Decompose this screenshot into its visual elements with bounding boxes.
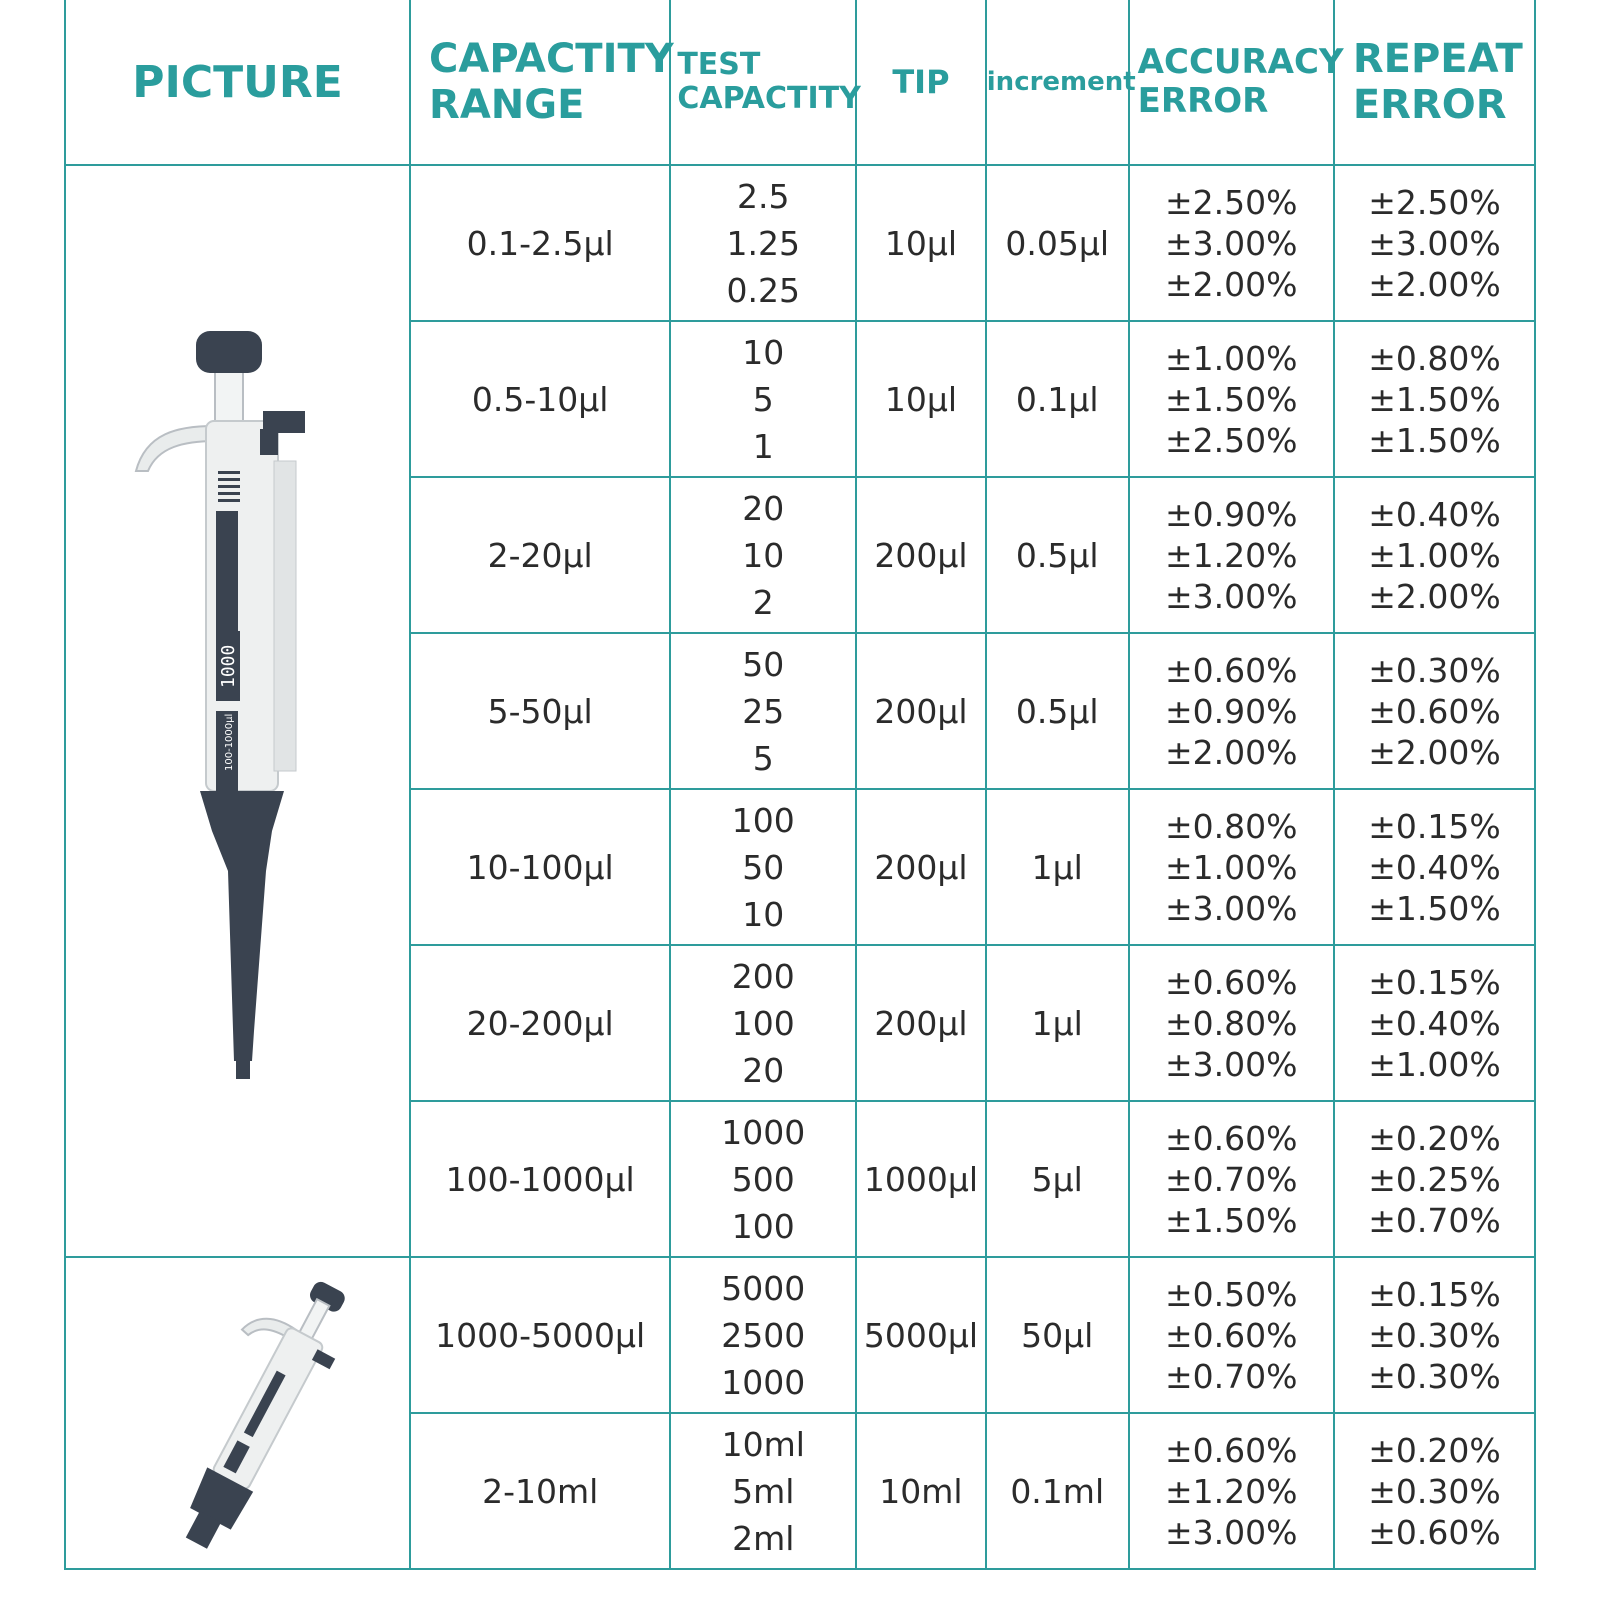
- accuracy-error-cell: ±1.00% ±1.50% ±2.50%: [1129, 321, 1334, 477]
- accuracy-error-cell: ±2.50% ±3.00% ±2.00%: [1129, 165, 1334, 321]
- repeat-error-cell: ±0.20% ±0.25% ±0.70%: [1334, 1101, 1535, 1257]
- test-capacity-cell: 200 100 20: [670, 945, 856, 1101]
- repeat-error-cell: ±0.80% ±1.50% ±1.50%: [1334, 321, 1535, 477]
- pipette-display-text: 1000: [217, 644, 239, 688]
- single-channel-pipette-image: [88, 171, 388, 1251]
- test-capacity-cell: 20 10 2: [670, 477, 856, 633]
- header-tip: TIP: [856, 0, 986, 165]
- increment-cell: 0.1ml: [986, 1413, 1129, 1569]
- increment-cell: 5μl: [986, 1101, 1129, 1257]
- header-increment: increment: [986, 0, 1129, 165]
- increment-cell: 0.1μl: [986, 321, 1129, 477]
- pipette-model-label: 100-1000μl: [223, 713, 235, 771]
- repeat-error-cell: ±0.20% ±0.30% ±0.60%: [1334, 1413, 1535, 1569]
- header-repeat-error: REPEAT ERROR: [1334, 0, 1535, 165]
- large-volume-pipette-image: [88, 1258, 388, 1568]
- accuracy-error-cell: ±0.60% ±0.80% ±3.00%: [1129, 945, 1334, 1101]
- pipette-spec-table: [64, 0, 1536, 1570]
- repeat-error-cell: ±0.15% ±0.30% ±0.30%: [1334, 1257, 1535, 1413]
- tip-cell: 1000μl: [856, 1101, 986, 1257]
- repeat-error-cell: ±2.50% ±3.00% ±2.00%: [1334, 165, 1535, 321]
- capacity-range-cell: 10-100μl: [410, 789, 670, 945]
- increment-cell: 1μl: [986, 945, 1129, 1101]
- header-accuracy-error: ACCURACY ERROR: [1129, 0, 1334, 165]
- tip-cell: 10ml: [856, 1413, 986, 1569]
- capacity-range-cell: 20-200μl: [410, 945, 670, 1101]
- test-capacity-cell: 10ml 5ml 2ml: [670, 1413, 856, 1569]
- tip-cell: 200μl: [856, 945, 986, 1101]
- test-capacity-cell: 5000 2500 1000: [670, 1257, 856, 1413]
- repeat-error-cell: ±0.15% ±0.40% ±1.50%: [1334, 789, 1535, 945]
- header-row: [65, 0, 1535, 165]
- test-capacity-cell: 100 50 10: [670, 789, 856, 945]
- tip-cell: 200μl: [856, 477, 986, 633]
- increment-cell: 0.5μl: [986, 477, 1129, 633]
- header-picture: PICTURE: [65, 0, 410, 165]
- test-capacity-cell: 1000 500 100: [670, 1101, 856, 1257]
- capacity-range-cell: 2-20μl: [410, 477, 670, 633]
- increment-cell: 0.05μl: [986, 165, 1129, 321]
- tip-cell: 200μl: [856, 633, 986, 789]
- test-capacity-cell: 50 25 5: [670, 633, 856, 789]
- tip-cell: 10μl: [856, 165, 986, 321]
- capacity-range-cell: 0.1-2.5μl: [410, 165, 670, 321]
- repeat-error-cell: ±0.30% ±0.60% ±2.00%: [1334, 633, 1535, 789]
- accuracy-error-cell: ±0.60% ±0.90% ±2.00%: [1129, 633, 1334, 789]
- large-pipette-picture-cell: [65, 1257, 410, 1569]
- tip-cell: 200μl: [856, 789, 986, 945]
- repeat-error-cell: ±0.40% ±1.00% ±2.00%: [1334, 477, 1535, 633]
- accuracy-error-cell: ±0.90% ±1.20% ±3.00%: [1129, 477, 1334, 633]
- test-capacity-cell: 10 5 1: [670, 321, 856, 477]
- capacity-range-cell: 2-10ml: [410, 1413, 670, 1569]
- capacity-range-cell: 1000-5000μl: [410, 1257, 670, 1413]
- repeat-error-cell: ±0.15% ±0.40% ±1.00%: [1334, 945, 1535, 1101]
- table-row: [65, 165, 1535, 321]
- pipette-picture-cell: [65, 165, 410, 1257]
- tip-cell: 10μl: [856, 321, 986, 477]
- header-test-capacity: TEST CAPACTITY: [670, 0, 856, 165]
- accuracy-error-cell: ±0.80% ±1.00% ±3.00%: [1129, 789, 1334, 945]
- test-capacity-cell: 2.5 1.25 0.25: [670, 165, 856, 321]
- increment-cell: 50μl: [986, 1257, 1129, 1413]
- header-capacity-range: CAPACTITY RANGE: [410, 0, 670, 165]
- capacity-range-cell: 5-50μl: [410, 633, 670, 789]
- capacity-range-cell: 0.5-10μl: [410, 321, 670, 477]
- accuracy-error-cell: ±0.60% ±1.20% ±3.00%: [1129, 1413, 1334, 1569]
- table-row: [65, 1257, 1535, 1413]
- increment-cell: 1μl: [986, 789, 1129, 945]
- accuracy-error-cell: ±0.50% ±0.60% ±0.70%: [1129, 1257, 1334, 1413]
- accuracy-error-cell: ±0.60% ±0.70% ±1.50%: [1129, 1101, 1334, 1257]
- capacity-range-cell: 100-1000μl: [410, 1101, 670, 1257]
- tip-cell: 5000μl: [856, 1257, 986, 1413]
- increment-cell: 0.5μl: [986, 633, 1129, 789]
